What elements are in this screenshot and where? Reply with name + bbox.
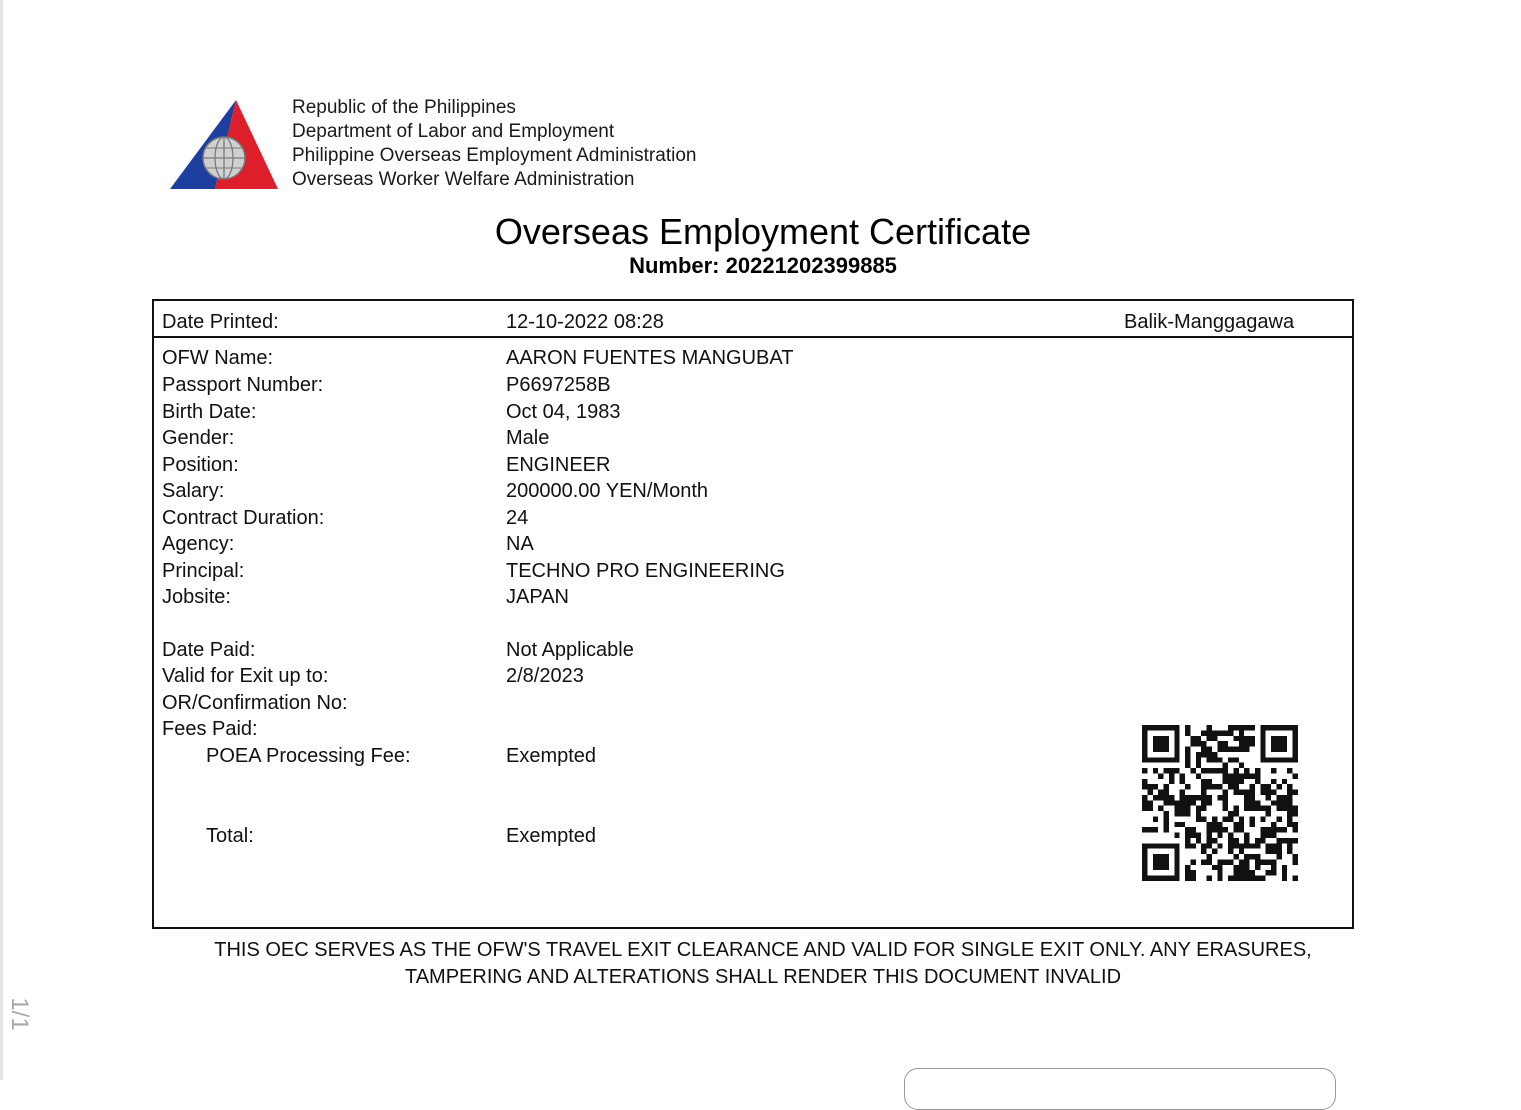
disclaimer-line: THIS OEC SERVES AS THE OFW'S TRAVEL EXIT CLEARANCE AND VALID FOR SINGLE EXIT ONLY. ANY ERASURES, bbox=[214, 939, 1312, 961]
fees-paid-label: Fees Paid: bbox=[162, 718, 258, 740]
certificate-box bbox=[152, 299, 1354, 929]
agency-line: Republic of the Philippines bbox=[292, 97, 516, 118]
agency-value: NA bbox=[506, 533, 534, 555]
certificate-type: Balik-Manggagawa bbox=[1124, 311, 1295, 333]
principal-value: TECHNO PRO ENGINEERING bbox=[506, 560, 785, 582]
processing-fee-value: Exempted bbox=[506, 745, 597, 767]
agency-label: Agency: bbox=[162, 533, 235, 555]
salary-label: Salary: bbox=[162, 480, 225, 502]
salary-value: 200000.00 YEN/Month bbox=[506, 480, 709, 502]
date-printed-row bbox=[154, 301, 1352, 338]
or-confirmation-label: OR/Confirmation No: bbox=[162, 692, 348, 714]
date-paid-value: Not Applicable bbox=[506, 639, 634, 661]
date-paid-label: Date Paid: bbox=[162, 639, 256, 661]
ofw-name-value: AARON FUENTES MANGUBAT bbox=[506, 347, 794, 369]
page-indicator: 1/1 bbox=[6, 997, 33, 1031]
position-label: Position: bbox=[162, 454, 239, 476]
date-printed-label: Date Printed: bbox=[162, 311, 279, 333]
agency-line: Overseas Worker Welfare Administration bbox=[292, 169, 635, 190]
principal-label: Principal: bbox=[162, 560, 245, 582]
viewer-bottom-panel[interactable] bbox=[904, 1068, 1336, 1110]
gender-value: Male bbox=[506, 427, 550, 449]
viewer-page-edge bbox=[0, 0, 3, 1080]
birth-date-value: Oct 04, 1983 bbox=[506, 401, 621, 423]
gender-label: Gender: bbox=[162, 427, 235, 449]
processing-fee-label: POEA Processing Fee: bbox=[206, 745, 411, 767]
disclaimer bbox=[0, 937, 1521, 991]
jobsite-label: Jobsite: bbox=[162, 586, 231, 608]
contract-duration-value: 24 bbox=[506, 507, 529, 529]
agency-line: Philippine Overseas Employment Administration bbox=[292, 145, 697, 166]
disclaimer-line: TAMPERING AND ALTERATIONS SHALL RENDER THIS DOCUMENT INVALID bbox=[404, 966, 1122, 988]
passport-label: Passport Number: bbox=[162, 374, 324, 396]
document-title: Overseas Employment Certificate bbox=[494, 211, 1032, 252]
birth-date-label: Birth Date: bbox=[162, 401, 257, 423]
dole-poea-triangle-globe-icon bbox=[168, 100, 280, 192]
qr-code-icon bbox=[1142, 725, 1298, 881]
jobsite-value: JAPAN bbox=[506, 586, 569, 608]
valid-exit-label: Valid for Exit up to: bbox=[162, 665, 329, 687]
valid-exit-value: 2/8/2023 bbox=[506, 665, 584, 687]
ofw-name-label: OFW Name: bbox=[162, 347, 274, 369]
passport-value: P6697258B bbox=[506, 374, 611, 396]
total-value: Exempted bbox=[506, 825, 597, 847]
agency-header bbox=[292, 96, 696, 192]
total-label: Total: bbox=[206, 825, 254, 847]
contract-duration-label: Contract Duration: bbox=[162, 507, 325, 529]
agency-line: Department of Labor and Employment bbox=[292, 121, 615, 142]
position-value: ENGINEER bbox=[506, 454, 611, 476]
date-printed-value: 12-10-2022 08:28 bbox=[506, 311, 664, 333]
certificate-number: Number: 20221202399885 bbox=[629, 253, 897, 278]
